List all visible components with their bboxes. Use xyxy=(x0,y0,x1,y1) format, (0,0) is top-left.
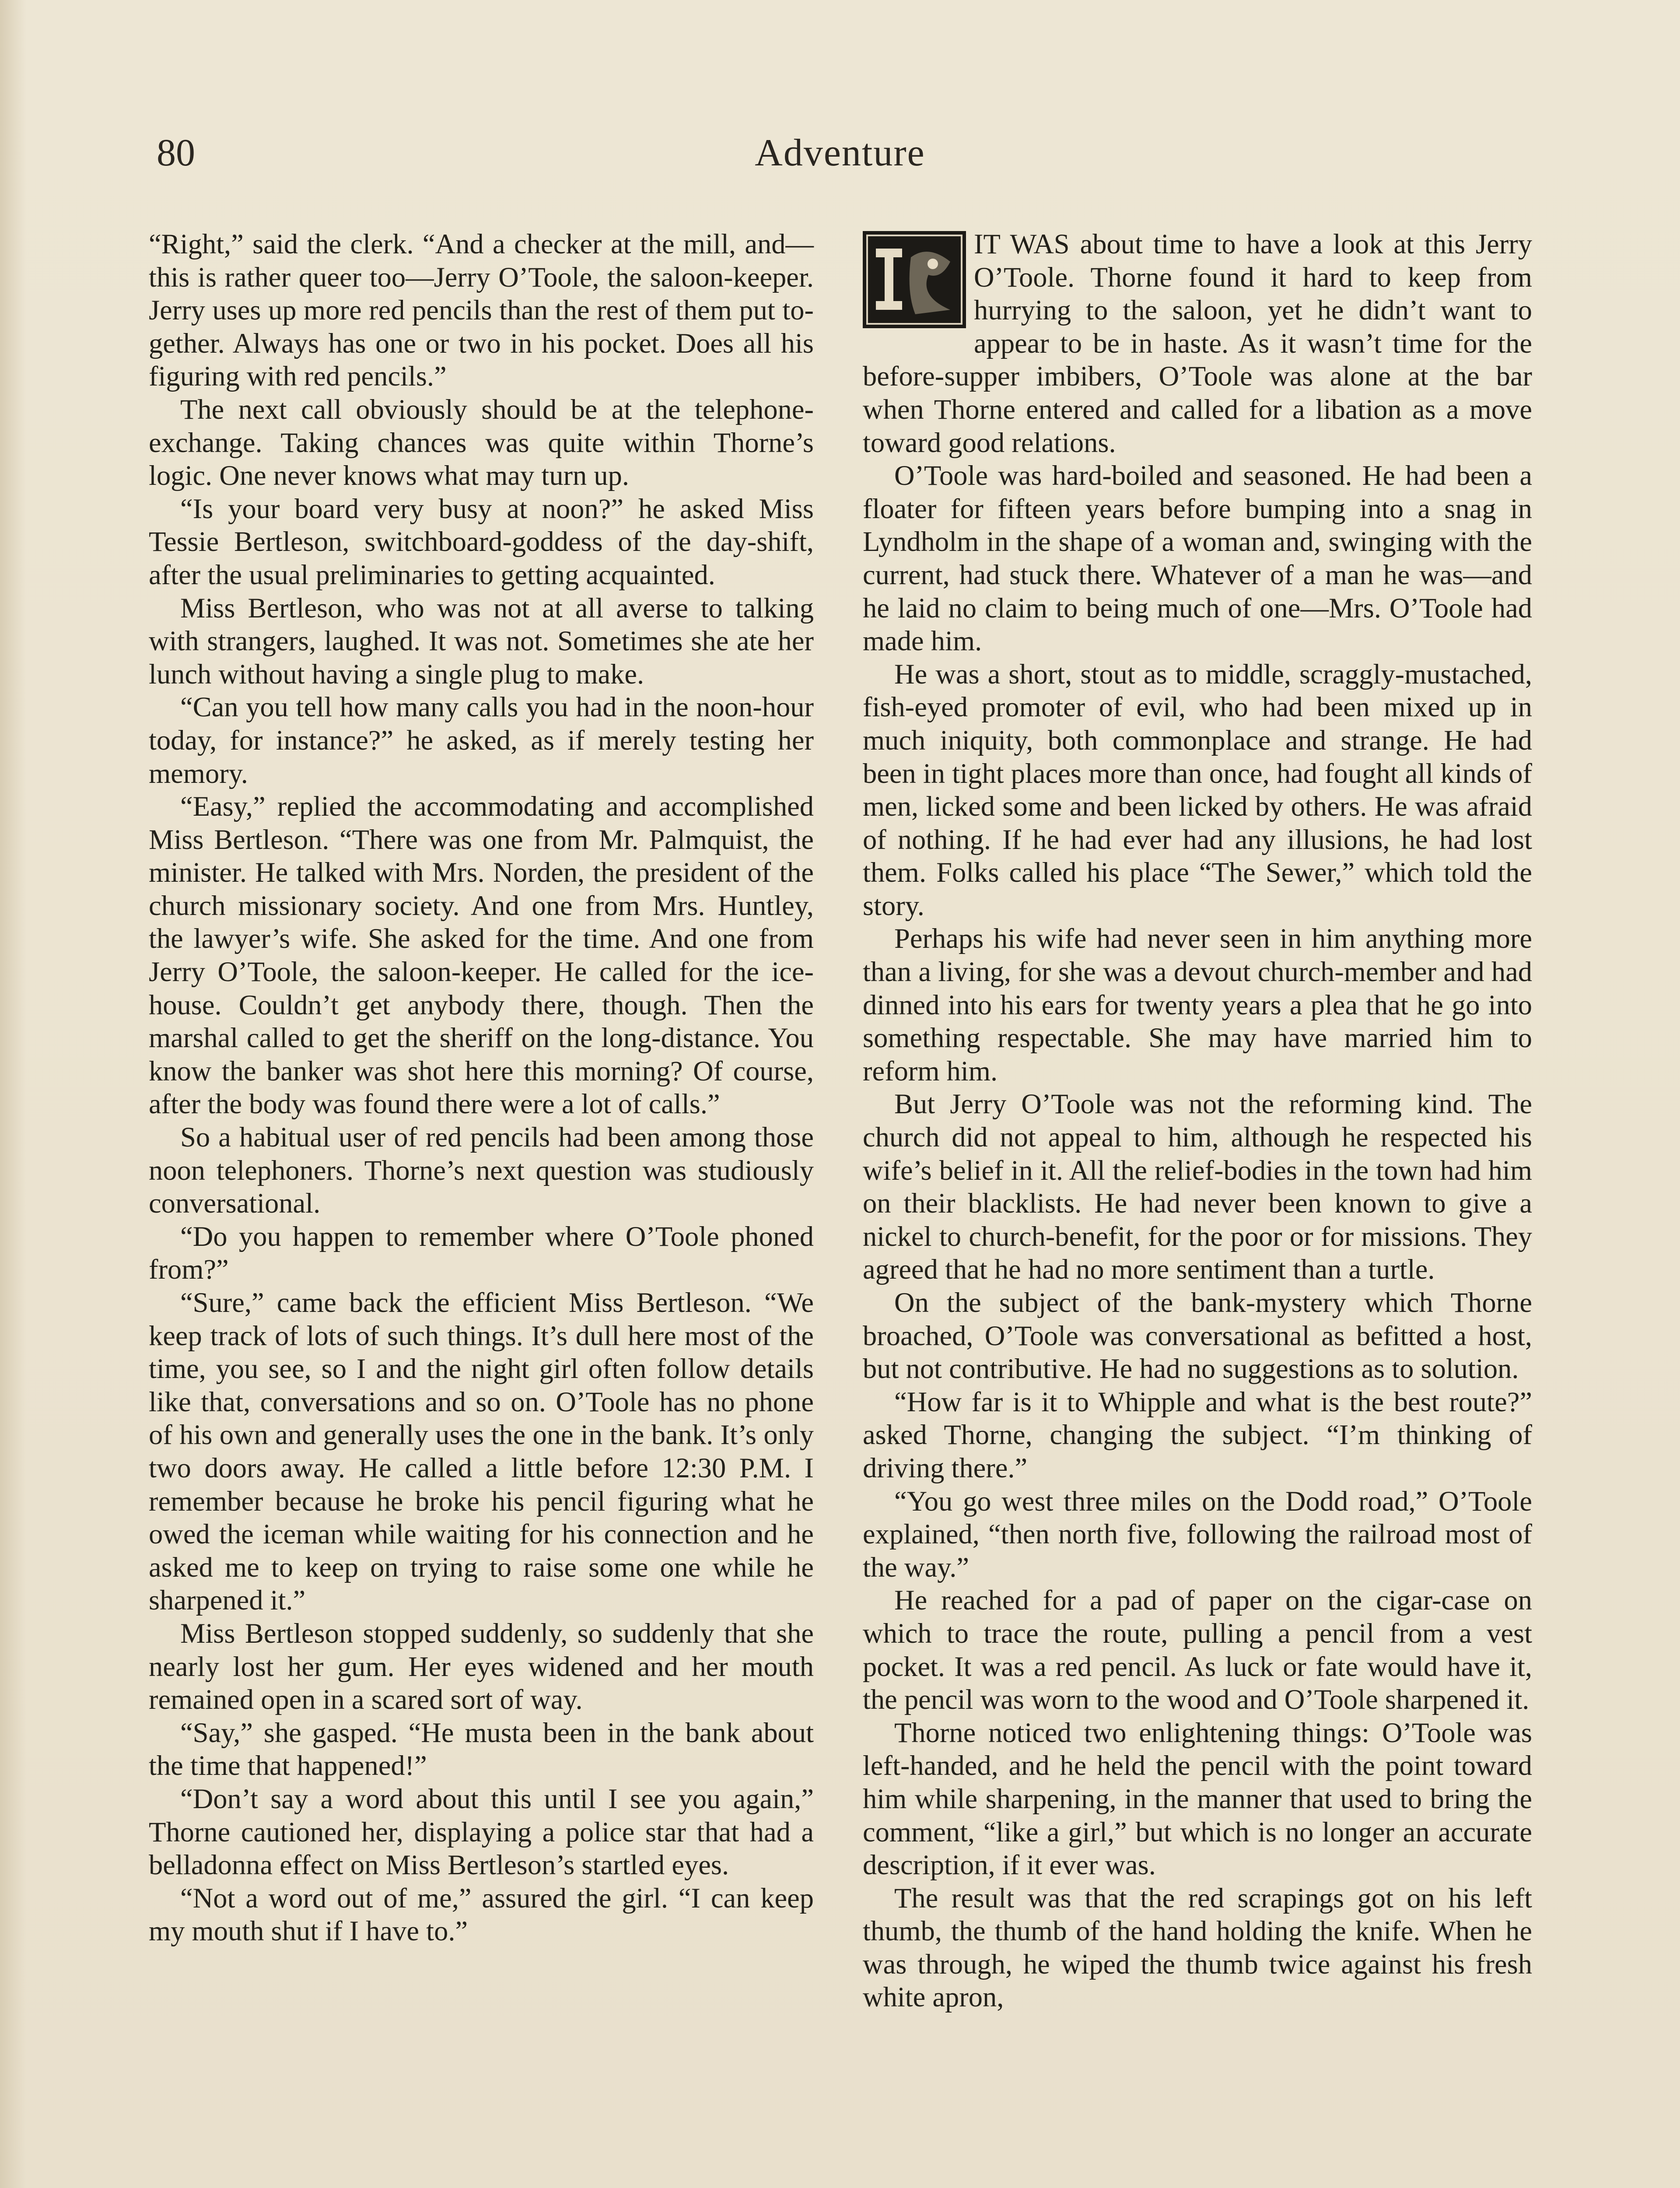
running-head-title: Adventure xyxy=(755,132,925,174)
paragraph: He was a short, stout as to middle, scraggly-mustached, fish-eyed promoter of evil, who had been mixed up in much iniquity, both commonplace and strange. He had been in tight places more than once, had fought all kinds of men, licked some and been licked by others. He was afraid of nothing. If he had ever had any illusions, he had lost them. Folks called his place “The Sewer,” which told the story. xyxy=(863,658,1532,921)
paragraph: “You go west three miles on the Dodd road,” O’Toole explained, “then north five, following the railroad most of the way.” xyxy=(863,1485,1532,1583)
paragraph: Thorne noticed two enlightening things: O’Toole was left-handed, and he held the pencil with the point toward him while sharpening, in the manner that used to bring the comment, “like a girl,” but which is no longer an accurate description, if it ever was. xyxy=(863,1717,1532,1881)
page-number: 80 xyxy=(157,132,195,174)
paragraph: “How far is it to Whipple and what is the best route?” asked Thorne, changing the subject. “I’m thinking of driving there.” xyxy=(863,1386,1532,1483)
paragraph: He reached for a pad of paper on the cigar-case on which to trace the route, pulling a pencil from a vest pocket. It was a red pencil. As luck or fate would have it, the pencil was worn to the wood and O’Toole sharpened it. xyxy=(863,1585,1532,1715)
paragraph: On the subject of the bank-mystery which Thorne broached, O’Toole was conversational as befitted a host, but not contributive. He had no suggestions as to solution. xyxy=(863,1287,1532,1385)
paragraph: So a habitual user of red pencils had been among those noon telephoners. Thorne’s next question was studiously conversational. xyxy=(149,1122,814,1219)
paragraph: “Is your board very busy at noon?” he asked Miss Tessie Bertleson, switchboard-goddess of the day-shift, after the usual preliminaries to getting acquainted. xyxy=(149,493,814,590)
paragraph: The result was that the red scrapings got on his left thumb, the thumb of the hand holding the knife. When he was through, he wiped the thumb twice against his fresh white apron, xyxy=(863,1882,1532,2013)
right-text-column xyxy=(863,228,1532,2014)
page-spine-shadow xyxy=(0,0,26,2188)
paragraph: “Not a word out of me,” assured the girl. “I can keep my mouth shut if I have to.” xyxy=(149,1882,814,1947)
paragraph: The next call obviously should be at the telephone-exchange. Taking chances was quite within Thorne’s logic. One never knows what may turn up. xyxy=(149,393,814,491)
paragraph: O’Toole was hard-boiled and seasoned. He had been a floater for fifteen years before bumping into a snag in Lyndholm in the shape of a woman and, swinging with the current, had stuck there. Whatever of a man he was—and he laid no claim to being much of one—Mrs. O’Toole had made him. xyxy=(863,460,1532,657)
left-text-column xyxy=(149,228,814,1948)
paragraph: “Easy,” replied the accommodating and accomplished Miss Bertleson. “There was one from Mr. Palmquist, the minister. He talked with Mrs. Norden, the president of the church missionary society. And one from Mrs. Huntley, the lawyer’s wife. She asked for the time. And one from Jerry O’Toole, the saloon-keeper. He called for the ice-house. Couldn’t get anybody there, though. Then the marshal called to get the sheriff on the long-distance. You know the banker was shot here this morning? Of course, after the body was found there were a lot of calls.” xyxy=(149,791,814,1120)
paragraph: IT WAS about time to have a look at this Jerry O’Toole. Thorne found it hard to keep from hurrying to the saloon, yet he didn’t want to appear to be in haste. As it wasn’t time for the before-supper imbibers, O’Toole was alone at the bar when Thorne entered and called for a libation as a move toward good relations. xyxy=(863,228,1532,458)
paragraph: Miss Bertleson, who was not at all averse to talking with strangers, laughed. It was not. Sometimes she ate her lunch without having a single plug to make. xyxy=(149,592,814,690)
paragraph: “Do you happen to remember where O’Toole phoned from?” xyxy=(149,1220,814,1285)
paragraph: “Right,” said the clerk. “And a checker at the mill, and—this is rather queer too—Jerry O’Toole, the saloon-keeper. Jerry uses up more red pencils than the rest of them put together. Always has one or two in his pocket. Does all his figuring with red pencils.” xyxy=(149,228,814,392)
decorative-initial-icon xyxy=(863,231,966,328)
paragraph: But Jerry O’Toole was not the reforming kind. The church did not appeal to him, although he respected his wife’s belief in it. All the relief-bodies in the town had him on their blacklists. He had never been known to give a nickel to church-benefit, for the poor or for missions. They agreed that he had no more sentiment than a turtle. xyxy=(863,1088,1532,1285)
paragraph: Perhaps his wife had never seen in him anything more than a living, for she was a devout church-member and had dinned into his ears for twenty years a plea that he go into something respectable. She may have married him to reform him. xyxy=(863,923,1532,1087)
paragraph: “Can you tell how many calls you had in the noon-hour today, for instance?” he asked, as if merely testing her memory. xyxy=(149,691,814,789)
paragraph: Miss Bertleson stopped suddenly, so suddenly that she nearly lost her gum. Her eyes widened and her mouth remained open in a scared sort of way. xyxy=(149,1617,814,1715)
paragraph: “Don’t say a word about this until I see you again,” Thorne cautioned her, displaying a police star that had a belladonna effect on Miss Bertleson’s startled eyes. xyxy=(149,1783,814,1881)
paragraph: “Sure,” came back the efficient Miss Bertleson. “We keep track of lots of such things. It’s dull here most of the time, you see, so I and the night girl often follow details like that, conversations and so on. O’Toole has no phone of his own and generally uses the one in the bank. It’s only two doors away. He called a little before 12:30 P.M. I remember because he broke his pencil figuring what he owed the iceman while waiting for his connection and he asked me to keep on trying to raise some one while he sharpened it.” xyxy=(149,1287,814,1616)
paragraph: “Say,” she gasped. “He musta been in the bank about the time that happened!” xyxy=(149,1717,814,1781)
